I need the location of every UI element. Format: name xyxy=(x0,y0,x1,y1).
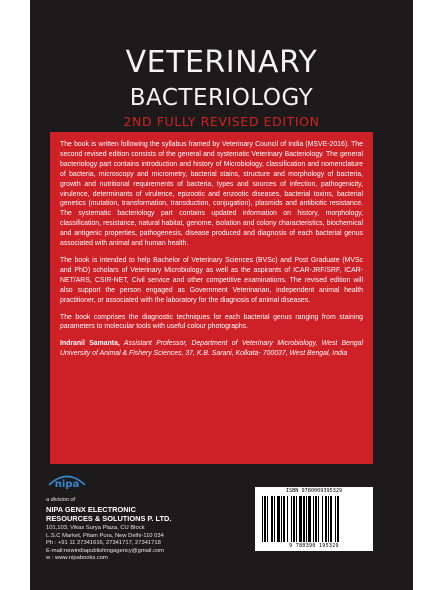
barcode-bar xyxy=(313,496,314,542)
title-line-2: BACTERIOLOGY xyxy=(129,85,314,111)
description-panel xyxy=(50,132,373,464)
division-label: a division of xyxy=(46,497,76,503)
barcode-bar xyxy=(328,496,329,542)
address-line: 101,103, Vikas Surya Plaza, CU Block xyxy=(46,525,145,531)
barcode-bar xyxy=(335,496,336,542)
nipa-logo xyxy=(46,470,88,490)
barcode-bar xyxy=(322,496,323,542)
barcode-bar xyxy=(337,496,339,542)
barcode xyxy=(255,487,373,551)
barcode-bar xyxy=(277,496,280,542)
barcode-bar xyxy=(291,496,292,542)
barcode-bar xyxy=(325,496,327,542)
barcode-bar xyxy=(330,496,332,542)
phone-line: Ph : +91 11 27341616, 27341717, 27341718 xyxy=(46,540,161,547)
barcode-bar xyxy=(274,496,275,542)
barcode-bar xyxy=(318,496,319,542)
edition-label xyxy=(30,114,413,129)
email-line: E-mail:newindiapublishingagency@gmail.com xyxy=(46,547,165,554)
publisher-name xyxy=(46,505,206,523)
barcode-bar xyxy=(299,496,302,542)
book-back-cover xyxy=(30,0,413,590)
author-affiliation: Assistant Professor, Department of Veterinary Microbiology, West Bengal University of Animal & Fishery Sciences, 37, K.B. Sarani, Kolkata- 700037, West Bengal, India xyxy=(60,340,363,358)
description-paragraph-2: The book is intended to help Bachelor of Veterinary Sciences (BVSc) and Post Graduate (MVSc and PhD) scholars of Veterinary Microbiology as well as the aspirants of ICAR-JRF/SRF, ICAR-NET/ARS, CSIR-NET, Civil service and other competitive examinations. The revised edition will also support the person engaged as Government Veterinarian, independent animal health practitioner, or associated with the laboratory for the diagnosis of animal diseases. xyxy=(60,256,363,304)
barcode-bar xyxy=(267,496,268,542)
title-line-1: VETERINARY xyxy=(125,45,318,80)
barcode-bar xyxy=(283,496,285,542)
barcode-number: 9 780390 195329 xyxy=(289,543,339,549)
barcode-bar xyxy=(296,496,297,542)
svg-text:nipa: nipa xyxy=(54,479,80,490)
publisher-line-2: RESOURCES & SOLUTIONS P. LTD. xyxy=(46,514,172,523)
publisher-address xyxy=(46,525,226,563)
barcode-bar xyxy=(287,496,288,542)
barcode-bar xyxy=(306,496,307,542)
description-paragraph-3: The book comprises the diagnostic techniques for each bacterial genus ranging from staining parameters to molecular tools with useful colour photographs. xyxy=(60,313,363,331)
description-paragraph-1: The book is written following the syllabus framed by Veterinary Council of India (MSVE-2016). The second revised edition consists of the general and systematic Veterinary Bacteriology. The general bacteriology part contains introduction and history of Microbiology, classification and nomenclature of bacteria, microscopy and micrometry, bacterial stains, structure and morphology of bacteria, growth and nutritional requirements of bacteria, types and sources of infection, pathogenicity, virulence, determinants of virulence, epizootic and enzootic diseases, bacterial toxins, bacterial genetics (mutation, transformation, transduction, conjugation), plasmids and antibiotic resistance. The systematic bacteriology part contains updated information on history, morphology, classification, resistance, natural habitat, genome, isolation and colony characteristics, biochemical and antigenic properties, pathogenesis, disease produced and diagnosis of each bacterial genus associated with animal and human health. xyxy=(60,141,363,248)
publisher-line-1: NIPA GENX ELECTRONIC xyxy=(46,505,136,514)
edition-number: 2ND xyxy=(123,114,153,129)
barcode-bar xyxy=(271,496,273,542)
barcode-bar xyxy=(281,496,282,542)
barcode-bar xyxy=(308,496,311,542)
author-name: Indranil Samanta, xyxy=(60,340,120,348)
address-line: L.S.C Market, Pitam Pura, New Delhi-110 034 xyxy=(46,532,164,539)
website-line: w : www.nipabooks.com xyxy=(46,555,108,562)
isbn-label: ISBN 9780009395329 xyxy=(285,488,343,494)
barcode-bar xyxy=(262,496,263,542)
barcode-bar xyxy=(293,496,295,542)
barcode-bar xyxy=(315,496,317,542)
author-credit xyxy=(60,339,363,359)
barcode-bar xyxy=(264,496,266,542)
edition-text: FULLY REVISED EDITION xyxy=(156,114,320,129)
barcode-bar xyxy=(303,496,305,542)
barcode-bars xyxy=(261,496,367,542)
